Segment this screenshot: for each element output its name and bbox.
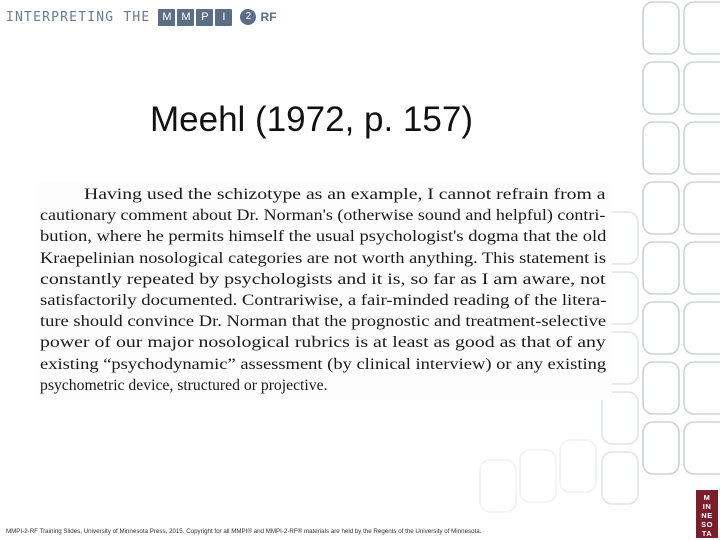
grid-tile: [684, 122, 720, 174]
logo-text: M: [703, 493, 711, 502]
grid-tile: [684, 62, 720, 114]
brand-suffix: RF: [260, 10, 277, 24]
quote-line: existing “psychodynamic” assessment (by clinical interview) or any existing: [40, 355, 607, 373]
grid-tile: [684, 242, 720, 294]
logo-text: IN: [702, 502, 712, 511]
quote-line: cautionary comment about Dr. Norman's (otherwise sound and helpful) contri-: [40, 207, 606, 225]
quote-line: satisfactorily documented. Contrariwise, a fair-minded reading of the litera-: [40, 292, 607, 309]
brand-letter-m1: M: [158, 9, 175, 26]
grid-tile: [643, 422, 679, 474]
quote-line: bution, where he permits himself the usual psychologist's dogma that the old: [40, 228, 607, 246]
quote-line: constantly repeated by psychologists and it is, so far as I am aware, not: [40, 270, 606, 288]
grid-tile: [684, 362, 720, 414]
grid-tile: [560, 440, 596, 492]
grid-tile: [684, 182, 720, 234]
quote-line: ture should convince Dr. Norman that the prognostic and treatment-selective: [40, 313, 607, 331]
grid-tile: [602, 452, 638, 504]
grid-tile: [684, 302, 720, 354]
grid-tile: [643, 302, 679, 354]
grid-tile: [643, 62, 679, 114]
quote-line: power of our major nosological rubrics is at least as good as that of any: [40, 334, 606, 352]
quote-scan-image: [36, 182, 612, 400]
logo-text: SO: [701, 520, 713, 529]
brand-prefix: INTERPRETING THE: [6, 9, 151, 25]
brand-letter-m2: M: [177, 9, 194, 26]
grid-tile: [643, 242, 679, 294]
grid-tile: [684, 422, 720, 474]
grid-tile: [520, 450, 556, 502]
quote-line: Kraepelinian nosological categories are not worth anything. This statement is: [40, 249, 607, 267]
university-logo: [696, 490, 718, 538]
grid-tile: [684, 2, 720, 54]
brand-letter-p: P: [196, 9, 213, 26]
quote-line: Having used the schizotype as an example, I cannot refrain from a: [84, 186, 606, 203]
quote-line: psychometric device, structured or projective.: [40, 376, 328, 394]
slide-title: Meehl (1972, p. 157): [150, 100, 473, 139]
copyright-footer: MMPI-2-RF Training Slides, University of Minnesota Press, 2015. Copyright for all MMPI® and MMPI-2-RF® materials are held by the Regents of the University of Minnesota.: [6, 528, 482, 535]
grid-tile: [480, 460, 516, 512]
logo-text: NE: [701, 511, 713, 520]
brand-header: [6, 6, 276, 28]
brand-letter-i: I: [215, 9, 232, 26]
grid-tile: [643, 362, 679, 414]
grid-tile: [643, 182, 679, 234]
brand-circle-2: 2: [240, 9, 256, 25]
logo-text: TA: [701, 529, 713, 538]
grid-tile: [643, 122, 679, 174]
brand-mmpi-letters: [158, 9, 232, 26]
grid-tile: [643, 2, 679, 54]
